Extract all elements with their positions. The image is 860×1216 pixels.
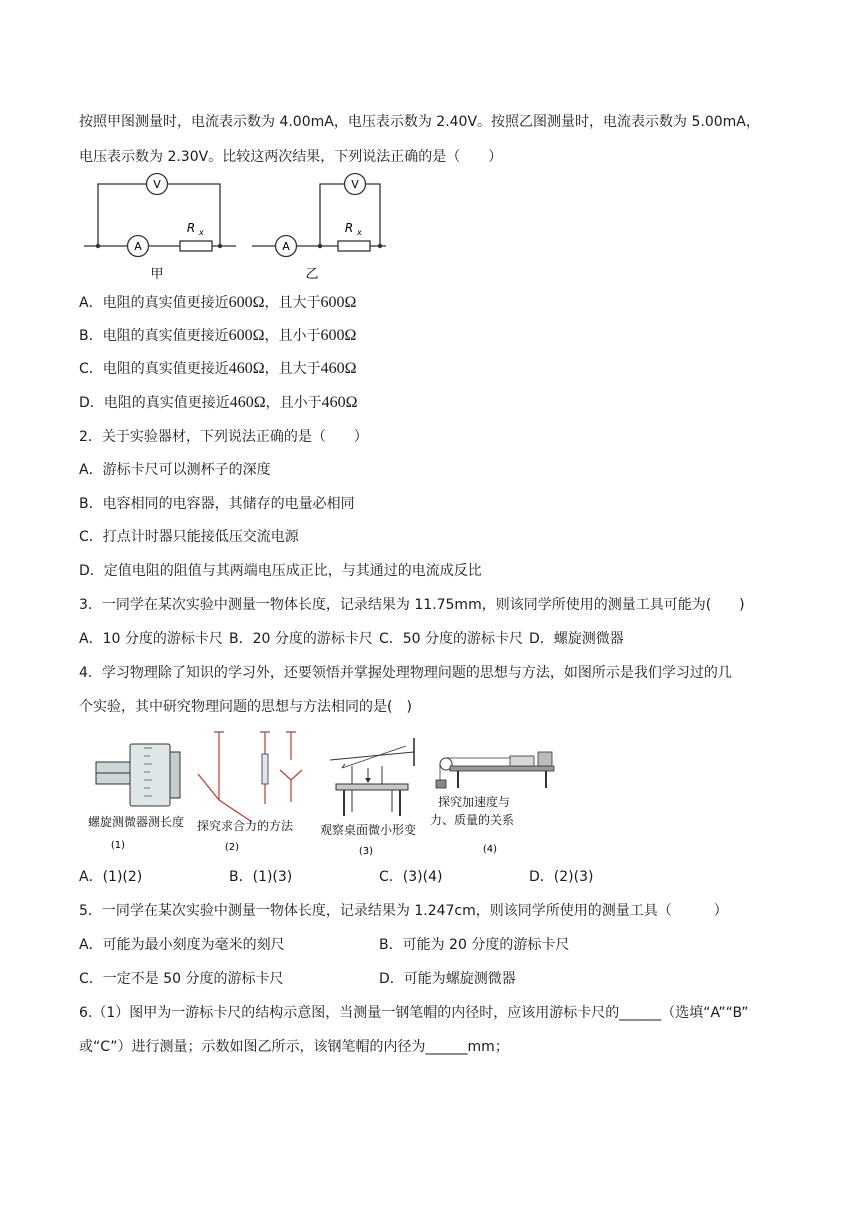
- q2-option-d: D．定值电阻的阻值与其两端电压成正比，与其通过的电流成反比: [79, 563, 482, 579]
- q2-option-c: C．打点计时器只能接低压交流电源: [79, 529, 299, 545]
- q3-option-c: C．50 分度的游标卡尺: [379, 631, 524, 647]
- q1-option-c: C．电阻的真实值更接近460Ω，且大于460Ω: [79, 360, 357, 377]
- svg-text:R: R: [344, 221, 354, 235]
- voltmeter-jia: [147, 174, 168, 195]
- svg-text:V: V: [153, 178, 161, 191]
- q5-option-c: C．一定不是 50 分度的游标卡尺: [79, 971, 284, 987]
- q1-stem-line1: 按照甲图测量时，电流表示数为 4.00mA，电压表示数为 2.40V。按照乙图测量时，电流表示数为 5.00mA，: [79, 114, 760, 130]
- q5-option-a: A．可能为最小刻度为毫米的刻尺: [79, 937, 285, 953]
- q2-option-b: B．电容相同的电容器，其储存的电量必相同: [79, 496, 355, 512]
- acceleration-cart-illustration: [430, 752, 554, 855]
- q2-stem: 2．关于实验器材，下列说法正确的是（ ）: [79, 429, 368, 445]
- q5-option-d: D．可能为螺旋测微器: [379, 971, 516, 987]
- q2-option-a: A．游标卡尺可以测杯子的深度: [79, 462, 271, 478]
- q4-option-d: D．(2)(3): [529, 869, 594, 885]
- q1-option-a: A．电阻的真实值更接近600Ω，且大于600Ω: [79, 294, 357, 311]
- svg-text:x: x: [199, 228, 204, 237]
- number-4: (4): [482, 844, 498, 855]
- caption-4b: 力、质量的关系: [430, 813, 515, 827]
- q1-option-b: B．电阻的真实值更接近600Ω，且小于600Ω: [79, 327, 357, 344]
- label-jia: 甲: [150, 267, 164, 282]
- q4-stem-line1: 4．学习物理除了知识的学习外，还要领悟并掌握处理物理问题的思想与方法，如图所示是我们学习过的几: [79, 665, 732, 681]
- q5-options-row2: [79, 969, 779, 989]
- q5-option-b: B．可能为 20 分度的游标卡尺: [379, 937, 570, 953]
- svg-text:x: x: [357, 228, 362, 237]
- number-2: (2): [224, 842, 240, 853]
- q4-option-b: B．(1)(3): [229, 869, 293, 885]
- q6-line1: 6.（1）图甲为一游标卡尺的结构示意图，当测量一钢笔帽的内径时，应该用游标卡尺的______（选填“A”“B”: [79, 1005, 749, 1021]
- resistor-jia: [180, 221, 212, 251]
- svg-text:A: A: [134, 240, 142, 253]
- q3-option-b: B．20 分度的游标卡尺: [229, 631, 373, 647]
- q6-line2: 或“C”）进行测量；示数如图乙所示，该钢笔帽的内径为______mm；: [79, 1039, 509, 1055]
- q4-stem-line2: 个实验，其中研究物理问题的思想与方法相同的是( ): [79, 699, 412, 715]
- svg-text:R: R: [186, 221, 196, 235]
- caption-4a: 探究加速度与: [438, 795, 511, 809]
- q5-stem: 5．一同学在某次实验中测量一物体长度，记录结果为 1.247cm，则该同学所使用的测量工具（ ）: [79, 903, 728, 919]
- q4-options: [79, 867, 779, 887]
- ammeter-yi: [276, 236, 297, 257]
- number-1: (1): [110, 840, 126, 851]
- label-yi: 乙: [305, 267, 319, 282]
- caption-3: 观察桌面微小形变: [320, 823, 417, 837]
- svg-text:A: A: [282, 240, 290, 253]
- number-3: (3): [358, 846, 374, 857]
- table-deformation-illustration: [320, 738, 416, 857]
- caption-1: 螺旋测微器测长度: [88, 815, 185, 829]
- q3-option-a: A．10 分度的游标卡尺: [79, 631, 223, 647]
- q4-option-a: A．(1)(2): [79, 869, 143, 885]
- q3-stem: 3．一同学在某次实验中测量一物体长度，记录结果为 11.75mm，则该同学所使用的测量工具可能为( ): [79, 597, 745, 613]
- caption-2: 探究求合力的方法: [197, 819, 294, 833]
- force-composition-illustration: [197, 732, 302, 853]
- resistor-yi: [338, 221, 370, 251]
- voltmeter-yi: [345, 174, 366, 195]
- q4-option-c: C．(3)(4): [379, 869, 443, 885]
- q1-stem-line2: 电压表示数为 2.30V。比较这两次结果，下列说法正确的是（ ）: [79, 149, 503, 165]
- q5-options-row1: [79, 935, 779, 955]
- micrometer-illustration: [88, 744, 184, 851]
- q3-option-d: D．螺旋测微器: [529, 631, 624, 647]
- circuit-diagram: [82, 172, 392, 284]
- q1-option-d: D．电阻的真实值更接近460Ω，且小于460Ω: [79, 394, 358, 411]
- q3-options: [79, 629, 779, 649]
- experiments-figure: [80, 726, 560, 862]
- svg-text:V: V: [351, 178, 359, 191]
- ammeter-jia: [128, 236, 149, 257]
